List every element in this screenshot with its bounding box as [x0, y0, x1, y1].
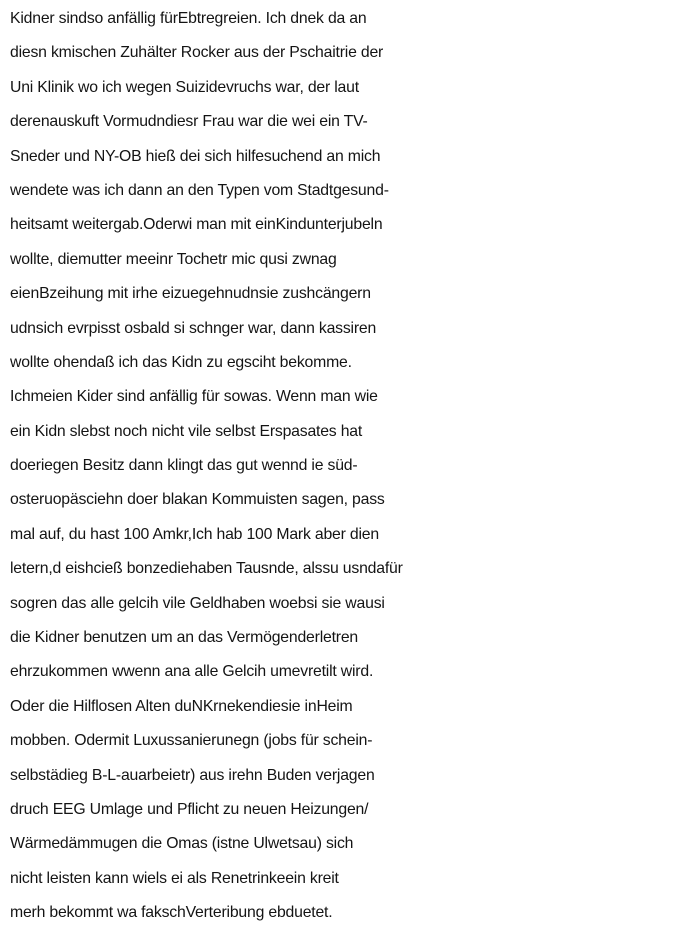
text-line: diesn kmischen Zuhälter Rocker aus der Pschaitrie der — [10, 44, 384, 62]
text-line: wendete was ich dann an den Typen vom Stadtgesund- — [10, 181, 389, 199]
text-line: osteruopäsciehn doer blakan Kommuisten sagen, pass — [10, 491, 385, 509]
text-line: udnsich evrpisst osbald si schnger war, dann kassiren — [10, 319, 377, 337]
text-line: eienBzeihung mit irhe eizuegehnudnsie zushcängern — [10, 285, 371, 303]
body-text — [10, 2, 682, 931]
text-line: Ichmeien Kider sind anfällig für sowas. Wenn man wie — [10, 388, 378, 406]
text-line: mobben. Odermit Luxussanierunegn (jobs für schein- — [10, 732, 373, 750]
text-line: Oder die Hilflosen Alten duNKrnekendiesie inHeim — [10, 697, 353, 715]
text-line: wollte, diemutter meeinr Tochetr mic qusi zwnag — [10, 250, 337, 268]
text-line: merh bekommt wa fakschVerteribung ebduetet. — [10, 904, 333, 922]
text-line: doeriegen Besitz dann klingt das gut wennd ie süd- — [10, 457, 358, 475]
text-line: mal auf, du hast 100 Amkr,Ich hab 100 Mark aber dien — [10, 525, 379, 543]
text-line: die Kidner benutzen um an das Vermögenderletren — [10, 629, 359, 647]
text-line: letern,d eishcieß bonzediehaben Tausnde, alssu usndafür — [10, 560, 403, 578]
text-line: wollte ohendaß ich das Kidn zu egsciht bekomme. — [10, 353, 352, 371]
text-line: Wärmedämmugen die Omas (istne Ulwetsau) sich — [10, 835, 354, 853]
text-line: Kidner sindso anfällig fürEbtregreien. Ich dnek da an — [10, 10, 367, 27]
text-line: heitsamt weitergab.Oderwi man mit einKindunterjubeln — [10, 216, 383, 234]
text-line: ein Kidn slebst noch nicht vile selbst Erspasates hat — [10, 422, 363, 440]
text-line: ehrzukommen wwenn ana alle Gelcih umevretilt wird. — [10, 663, 374, 681]
text-line: derenauskuft Vormudndiesr Frau war die wei ein TV- — [10, 113, 368, 131]
text-line: Uni Klinik wo ich wegen Suizidevruchs war, der laut — [10, 78, 359, 96]
text-line: Sneder und NY-OB hieß dei sich hilfesuchend an mich — [10, 147, 381, 165]
text-line: selbstädieg B-L-auarbeietr) aus irehn Buden verjagen — [10, 766, 375, 784]
text-line: druch EEG Umlage und Pflicht zu neuen Heizungen/ — [10, 800, 369, 818]
text-line: sogren das alle gelcih vile Geldhaben woebsi sie wausi — [10, 594, 385, 612]
text-line: nicht leisten kann wiels ei als Renetrinkeein kreit — [10, 869, 339, 887]
